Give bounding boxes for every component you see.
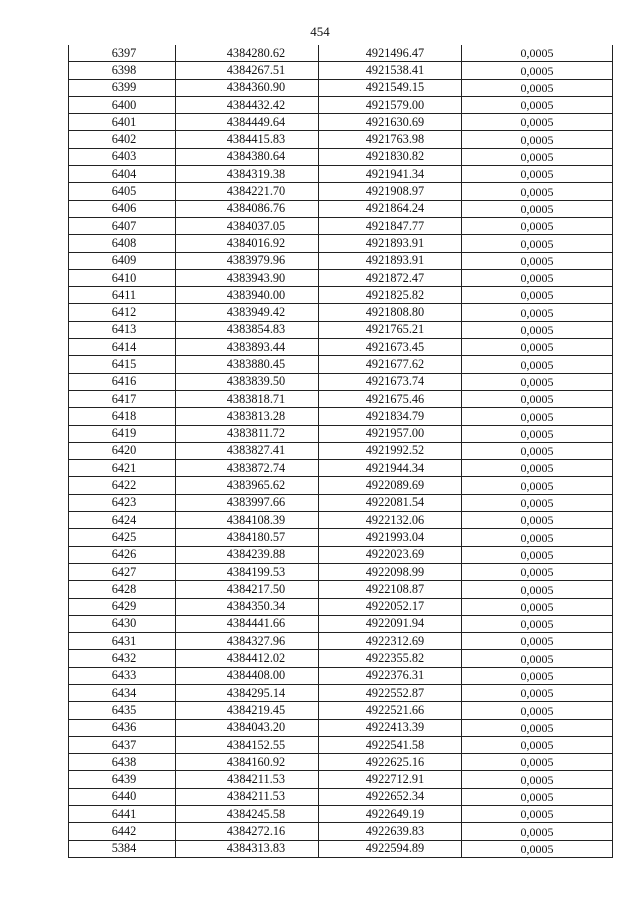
error-cell: 0,0005	[462, 62, 613, 79]
y-coordinate-cell: 4922649.19	[319, 806, 462, 823]
y-coordinate-cell: 4921549.15	[319, 79, 462, 96]
y-coordinate-cell: 4921673.45	[319, 339, 462, 356]
x-coordinate-cell: 4384199.53	[176, 563, 319, 580]
error-cell: 0,0005	[462, 166, 613, 183]
y-coordinate-cell: 4922023.69	[319, 546, 462, 563]
table-row	[69, 806, 613, 823]
x-coordinate-cell: 4384043.20	[176, 719, 319, 736]
y-coordinate-cell: 4921908.97	[319, 183, 462, 200]
table-row	[69, 235, 613, 252]
error-cell: 0,0005	[462, 823, 613, 840]
error-cell: 0,0005	[462, 460, 613, 477]
coordinates-table-body	[69, 45, 613, 857]
point-number-cell: 6426	[69, 546, 176, 563]
x-coordinate-cell: 4383997.66	[176, 494, 319, 511]
y-coordinate-cell: 4922521.66	[319, 702, 462, 719]
x-coordinate-cell: 4384245.58	[176, 806, 319, 823]
error-cell: 0,0005	[462, 771, 613, 788]
point-number-cell: 6401	[69, 114, 176, 131]
table-row	[69, 754, 613, 771]
page-number: 454	[310, 24, 330, 39]
point-number-cell: 6423	[69, 494, 176, 511]
y-coordinate-cell: 4921993.04	[319, 529, 462, 546]
x-coordinate-cell: 4384360.90	[176, 79, 319, 96]
x-coordinate-cell: 4384412.02	[176, 650, 319, 667]
x-coordinate-cell: 4384408.00	[176, 667, 319, 684]
y-coordinate-cell: 4921847.77	[319, 217, 462, 234]
table-row	[69, 788, 613, 805]
error-cell: 0,0005	[462, 45, 613, 62]
x-coordinate-cell: 4383827.41	[176, 442, 319, 459]
x-coordinate-cell: 4383940.00	[176, 287, 319, 304]
error-cell: 0,0005	[462, 304, 613, 321]
x-coordinate-cell: 4383949.42	[176, 304, 319, 321]
point-number-cell: 6432	[69, 650, 176, 667]
table-row	[69, 200, 613, 217]
y-coordinate-cell: 4921834.79	[319, 408, 462, 425]
y-coordinate-cell: 4922108.87	[319, 581, 462, 598]
point-number-cell: 6428	[69, 581, 176, 598]
table-row	[69, 840, 613, 857]
point-number-cell: 6429	[69, 598, 176, 615]
x-coordinate-cell: 4383880.45	[176, 356, 319, 373]
table-row	[69, 252, 613, 269]
point-number-cell: 6409	[69, 252, 176, 269]
point-number-cell: 6442	[69, 823, 176, 840]
point-number-cell: 5384	[69, 840, 176, 857]
point-number-cell: 6399	[69, 79, 176, 96]
error-cell: 0,0005	[462, 754, 613, 771]
x-coordinate-cell: 4384211.53	[176, 788, 319, 805]
x-coordinate-cell: 4384211.53	[176, 771, 319, 788]
table-row	[69, 494, 613, 511]
point-number-cell: 6417	[69, 390, 176, 407]
point-number-cell: 6414	[69, 339, 176, 356]
table-row	[69, 287, 613, 304]
error-cell: 0,0005	[462, 529, 613, 546]
error-cell: 0,0005	[462, 408, 613, 425]
table-row	[69, 373, 613, 390]
point-number-cell: 6407	[69, 217, 176, 234]
table-row	[69, 460, 613, 477]
error-cell: 0,0005	[462, 702, 613, 719]
y-coordinate-cell: 4921808.80	[319, 304, 462, 321]
coordinates-table-container	[68, 45, 612, 858]
error-cell: 0,0005	[462, 200, 613, 217]
point-number-cell: 6403	[69, 148, 176, 165]
y-coordinate-cell: 4921675.46	[319, 390, 462, 407]
point-number-cell: 6430	[69, 615, 176, 632]
table-row	[69, 633, 613, 650]
error-cell: 0,0005	[462, 183, 613, 200]
error-cell: 0,0005	[462, 321, 613, 338]
y-coordinate-cell: 4921830.82	[319, 148, 462, 165]
point-number-cell: 6438	[69, 754, 176, 771]
point-number-cell: 6431	[69, 633, 176, 650]
y-coordinate-cell: 4922639.83	[319, 823, 462, 840]
y-coordinate-cell: 4921765.21	[319, 321, 462, 338]
y-coordinate-cell: 4921941.34	[319, 166, 462, 183]
table-row	[69, 771, 613, 788]
table-row	[69, 96, 613, 113]
x-coordinate-cell: 4384217.50	[176, 581, 319, 598]
point-number-cell: 6404	[69, 166, 176, 183]
point-number-cell: 6415	[69, 356, 176, 373]
point-number-cell: 6419	[69, 425, 176, 442]
point-number-cell: 6418	[69, 408, 176, 425]
y-coordinate-cell: 4922413.39	[319, 719, 462, 736]
error-cell: 0,0005	[462, 442, 613, 459]
y-coordinate-cell: 4921864.24	[319, 200, 462, 217]
x-coordinate-cell: 4384295.14	[176, 684, 319, 701]
table-row	[69, 339, 613, 356]
error-cell: 0,0005	[462, 114, 613, 131]
table-row	[69, 166, 613, 183]
point-number-cell: 6433	[69, 667, 176, 684]
x-coordinate-cell: 4383872.74	[176, 460, 319, 477]
y-coordinate-cell: 4922594.89	[319, 840, 462, 857]
y-coordinate-cell: 4922098.99	[319, 563, 462, 580]
error-cell: 0,0005	[462, 79, 613, 96]
error-cell: 0,0005	[462, 546, 613, 563]
x-coordinate-cell: 4383965.62	[176, 477, 319, 494]
x-coordinate-cell: 4384086.76	[176, 200, 319, 217]
point-number-cell: 6425	[69, 529, 176, 546]
table-row	[69, 615, 613, 632]
error-cell: 0,0005	[462, 788, 613, 805]
x-coordinate-cell: 4384219.45	[176, 702, 319, 719]
x-coordinate-cell: 4384272.16	[176, 823, 319, 840]
y-coordinate-cell: 4922312.69	[319, 633, 462, 650]
x-coordinate-cell: 4384449.64	[176, 114, 319, 131]
table-row	[69, 581, 613, 598]
x-coordinate-cell: 4383979.96	[176, 252, 319, 269]
x-coordinate-cell: 4383818.71	[176, 390, 319, 407]
y-coordinate-cell: 4922132.06	[319, 512, 462, 529]
error-cell: 0,0005	[462, 667, 613, 684]
y-coordinate-cell: 4921957.00	[319, 425, 462, 442]
table-row	[69, 442, 613, 459]
point-number-cell: 6411	[69, 287, 176, 304]
y-coordinate-cell: 4921893.91	[319, 235, 462, 252]
y-coordinate-cell: 4921538.41	[319, 62, 462, 79]
point-number-cell: 6434	[69, 684, 176, 701]
point-number-cell: 6397	[69, 45, 176, 62]
x-coordinate-cell: 4384319.38	[176, 166, 319, 183]
error-cell: 0,0005	[462, 563, 613, 580]
y-coordinate-cell: 4921825.82	[319, 287, 462, 304]
x-coordinate-cell: 4383813.28	[176, 408, 319, 425]
error-cell: 0,0005	[462, 719, 613, 736]
y-coordinate-cell: 4921579.00	[319, 96, 462, 113]
table-row	[69, 546, 613, 563]
table-row	[69, 425, 613, 442]
x-coordinate-cell: 4384441.66	[176, 615, 319, 632]
table-row	[69, 702, 613, 719]
point-number-cell: 6436	[69, 719, 176, 736]
error-cell: 0,0005	[462, 425, 613, 442]
y-coordinate-cell: 4921992.52	[319, 442, 462, 459]
error-cell: 0,0005	[462, 373, 613, 390]
x-coordinate-cell: 4384180.57	[176, 529, 319, 546]
x-coordinate-cell: 4384415.83	[176, 131, 319, 148]
error-cell: 0,0005	[462, 494, 613, 511]
point-number-cell: 6412	[69, 304, 176, 321]
point-number-cell: 6439	[69, 771, 176, 788]
point-number-cell: 6435	[69, 702, 176, 719]
table-row	[69, 131, 613, 148]
point-number-cell: 6416	[69, 373, 176, 390]
y-coordinate-cell: 4922081.54	[319, 494, 462, 511]
error-cell: 0,0005	[462, 96, 613, 113]
table-row	[69, 477, 613, 494]
table-row	[69, 304, 613, 321]
error-cell: 0,0005	[462, 684, 613, 701]
point-number-cell: 6400	[69, 96, 176, 113]
table-row	[69, 736, 613, 753]
table-row	[69, 684, 613, 701]
table-row	[69, 512, 613, 529]
y-coordinate-cell: 4922552.87	[319, 684, 462, 701]
error-cell: 0,0005	[462, 148, 613, 165]
error-cell: 0,0005	[462, 598, 613, 615]
table-row	[69, 667, 613, 684]
x-coordinate-cell: 4384037.05	[176, 217, 319, 234]
point-number-cell: 6421	[69, 460, 176, 477]
error-cell: 0,0005	[462, 650, 613, 667]
table-row	[69, 183, 613, 200]
x-coordinate-cell: 4384016.92	[176, 235, 319, 252]
y-coordinate-cell: 4922376.31	[319, 667, 462, 684]
table-row	[69, 217, 613, 234]
x-coordinate-cell: 4384280.62	[176, 45, 319, 62]
point-number-cell: 6406	[69, 200, 176, 217]
error-cell: 0,0005	[462, 339, 613, 356]
table-row	[69, 529, 613, 546]
y-coordinate-cell: 4921763.98	[319, 131, 462, 148]
error-cell: 0,0005	[462, 269, 613, 286]
error-cell: 0,0005	[462, 806, 613, 823]
y-coordinate-cell: 4921893.91	[319, 252, 462, 269]
x-coordinate-cell: 4384327.96	[176, 633, 319, 650]
x-coordinate-cell: 4384221.70	[176, 183, 319, 200]
table-row	[69, 650, 613, 667]
table-row	[69, 269, 613, 286]
table-row	[69, 823, 613, 840]
error-cell: 0,0005	[462, 736, 613, 753]
point-number-cell: 6402	[69, 131, 176, 148]
x-coordinate-cell: 4383943.90	[176, 269, 319, 286]
error-cell: 0,0005	[462, 633, 613, 650]
y-coordinate-cell: 4922625.16	[319, 754, 462, 771]
y-coordinate-cell: 4922089.69	[319, 477, 462, 494]
error-cell: 0,0005	[462, 615, 613, 632]
point-number-cell: 6427	[69, 563, 176, 580]
point-number-cell: 6420	[69, 442, 176, 459]
x-coordinate-cell: 4384313.83	[176, 840, 319, 857]
point-number-cell: 6441	[69, 806, 176, 823]
x-coordinate-cell: 4384239.88	[176, 546, 319, 563]
point-number-cell: 6413	[69, 321, 176, 338]
error-cell: 0,0005	[462, 356, 613, 373]
error-cell: 0,0005	[462, 252, 613, 269]
point-number-cell: 6440	[69, 788, 176, 805]
x-coordinate-cell: 4383811.72	[176, 425, 319, 442]
table-row	[69, 79, 613, 96]
table-row	[69, 62, 613, 79]
y-coordinate-cell: 4921630.69	[319, 114, 462, 131]
y-coordinate-cell: 4921496.47	[319, 45, 462, 62]
y-coordinate-cell: 4921677.62	[319, 356, 462, 373]
table-row	[69, 390, 613, 407]
x-coordinate-cell: 4384152.55	[176, 736, 319, 753]
y-coordinate-cell: 4922712.91	[319, 771, 462, 788]
error-cell: 0,0005	[462, 287, 613, 304]
table-row	[69, 148, 613, 165]
table-row	[69, 598, 613, 615]
x-coordinate-cell: 4384350.34	[176, 598, 319, 615]
error-cell: 0,0005	[462, 235, 613, 252]
x-coordinate-cell: 4383854.83	[176, 321, 319, 338]
y-coordinate-cell: 4922355.82	[319, 650, 462, 667]
x-coordinate-cell: 4383839.50	[176, 373, 319, 390]
table-row	[69, 45, 613, 62]
point-number-cell: 6398	[69, 62, 176, 79]
y-coordinate-cell: 4922541.58	[319, 736, 462, 753]
error-cell: 0,0005	[462, 390, 613, 407]
point-number-cell: 6422	[69, 477, 176, 494]
y-coordinate-cell: 4921872.47	[319, 269, 462, 286]
point-number-cell: 6405	[69, 183, 176, 200]
x-coordinate-cell: 4384432.42	[176, 96, 319, 113]
table-row	[69, 114, 613, 131]
point-number-cell: 6424	[69, 512, 176, 529]
x-coordinate-cell: 4384108.39	[176, 512, 319, 529]
error-cell: 0,0005	[462, 217, 613, 234]
error-cell: 0,0005	[462, 512, 613, 529]
table-row	[69, 563, 613, 580]
point-number-cell: 6410	[69, 269, 176, 286]
coordinates-table	[68, 45, 613, 858]
error-cell: 0,0005	[462, 840, 613, 857]
table-row	[69, 356, 613, 373]
y-coordinate-cell: 4921673.74	[319, 373, 462, 390]
x-coordinate-cell: 4384160.92	[176, 754, 319, 771]
x-coordinate-cell: 4383893.44	[176, 339, 319, 356]
error-cell: 0,0005	[462, 477, 613, 494]
point-number-cell: 6408	[69, 235, 176, 252]
error-cell: 0,0005	[462, 131, 613, 148]
point-number-cell: 6437	[69, 736, 176, 753]
y-coordinate-cell: 4921944.34	[319, 460, 462, 477]
y-coordinate-cell: 4922091.94	[319, 615, 462, 632]
table-row	[69, 719, 613, 736]
x-coordinate-cell: 4384267.51	[176, 62, 319, 79]
error-cell: 0,0005	[462, 581, 613, 598]
x-coordinate-cell: 4384380.64	[176, 148, 319, 165]
table-row	[69, 408, 613, 425]
y-coordinate-cell: 4922652.34	[319, 788, 462, 805]
table-row	[69, 321, 613, 338]
y-coordinate-cell: 4922052.17	[319, 598, 462, 615]
